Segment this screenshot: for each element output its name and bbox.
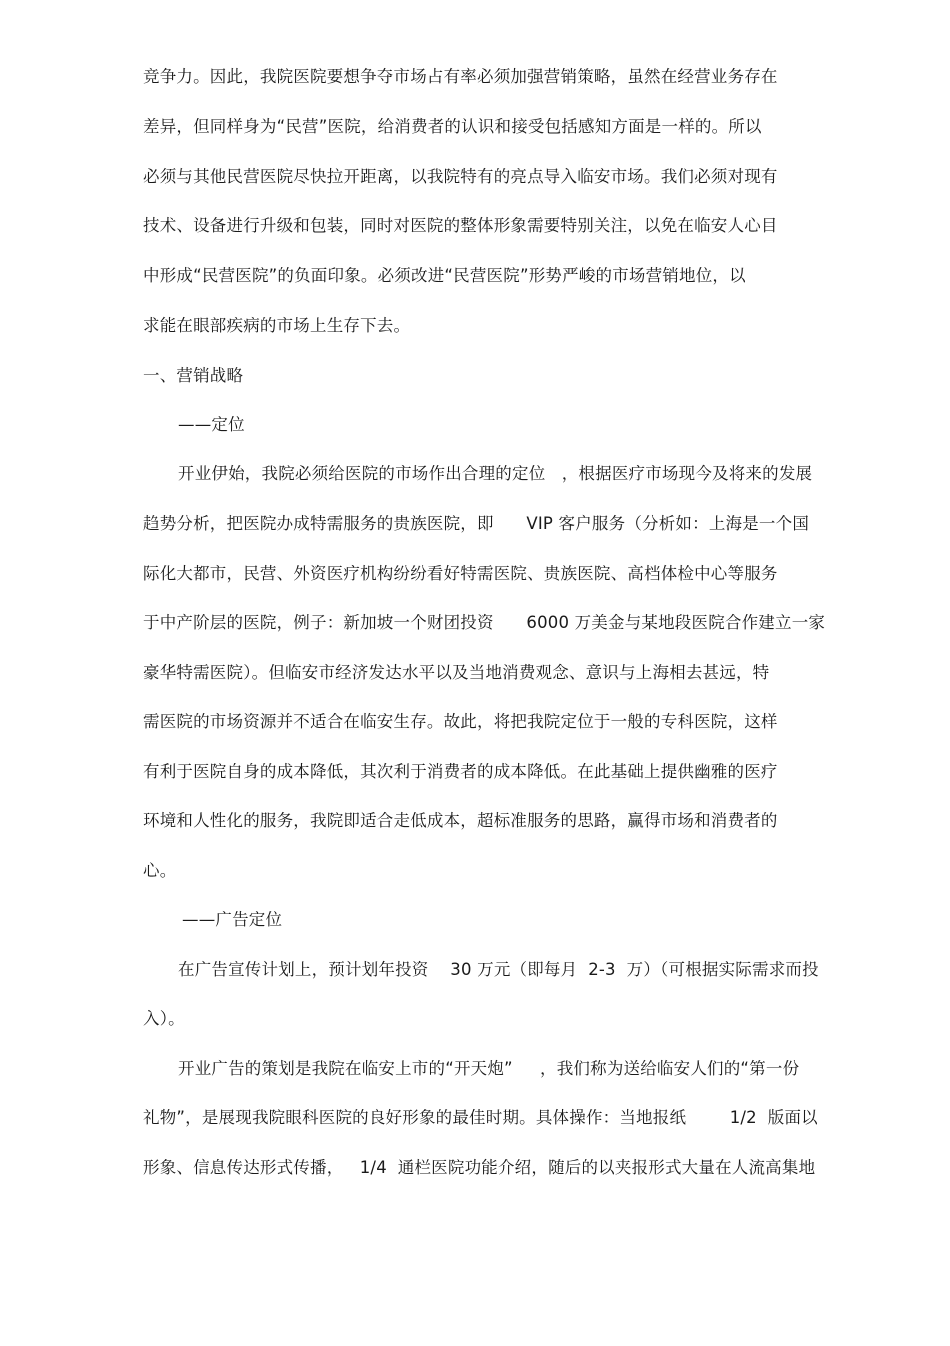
- paragraph-line: 差异，但同样身为“民营”医院，给消费者的认识和接受包括感知方面是一样的。所以: [143, 117, 762, 136]
- paragraph-line: 开业广告的策划是我院在临安上市的“开天炮” ，我们称为送给临安人们的“第一份: [178, 1059, 800, 1078]
- paragraph-line: 豪华特需医院）。但临安市经济发达水平以及当地消费观念、意识与上海相去甚远，特: [143, 663, 770, 682]
- paragraph-line: 技术、设备进行升级和包装，同时对医院的整体形象需要特别关注，以免在临安人心目: [143, 216, 778, 235]
- paragraph-line: 求能在眼部疾病的市场上生存下去。: [143, 316, 411, 335]
- paragraph-line: 趋势分析，把医院办成特需服务的贵族医院，即 VIP 客户服务（分析如：上海是一个国: [143, 514, 810, 533]
- subsection-heading: ——广告定位: [182, 910, 283, 929]
- paragraph-line: 入）。: [143, 1009, 185, 1028]
- paragraph-line: 中形成“民营医院”的负面印象。必须改进“民营医院”形势严峻的市场营销地位，以: [143, 266, 746, 285]
- section-heading: 一、营销战略: [143, 366, 244, 385]
- paragraph-line: 于中产阶层的医院，例子：新加坡一个财团投资 6000 万美金与某地段医院合作建立一家: [143, 613, 826, 632]
- paragraph-line: 形象、信息传达形式传播， 1/4 通栏医院功能介绍，随后的以夹报形式大量在人流高集地: [143, 1158, 816, 1177]
- paragraph-line: 在广告宣传计划上，预计划年投资 30 万元（即每月 2-3 万）（可根据实际需求而投: [178, 960, 819, 979]
- paragraph-line: 际化大都市，民营、外资医疗机构纷纷看好特需医院、贵族医院、高档体检中心等服务: [143, 564, 778, 583]
- paragraph-line: 心。: [143, 861, 177, 880]
- paragraph-line: 礼物”，是展现我院眼科医院的良好形象的最佳时期。具体操作：当地报纸 1/2 版面以: [143, 1108, 818, 1127]
- paragraph-line: 开业伊始，我院必须给医院的市场作出合理的定位 ，根据医疗市场现今及将来的发展: [178, 464, 813, 483]
- paragraph-line: 竞争力。因此，我院医院要想争夺市场占有率必须加强营销策略，虽然在经营业务存在: [143, 67, 778, 86]
- paragraph-line: 环境和人性化的服务，我院即适合走低成本，超标准服务的思路，赢得市场和消费者的: [143, 811, 778, 830]
- paragraph-line: 有利于医院自身的成本降低，其次利于消费者的成本降低。在此基础上提供幽雅的医疗: [143, 762, 778, 781]
- subsection-heading: ——定位: [178, 415, 245, 434]
- paragraph-line: 需医院的市场资源并不适合在临安生存。故此，将把我院定位于一般的专科医院，这样: [143, 712, 778, 731]
- paragraph-line: 必须与其他民营医院尽快拉开距离，以我院特有的亮点导入临安市场。我们必须对现有: [143, 167, 778, 186]
